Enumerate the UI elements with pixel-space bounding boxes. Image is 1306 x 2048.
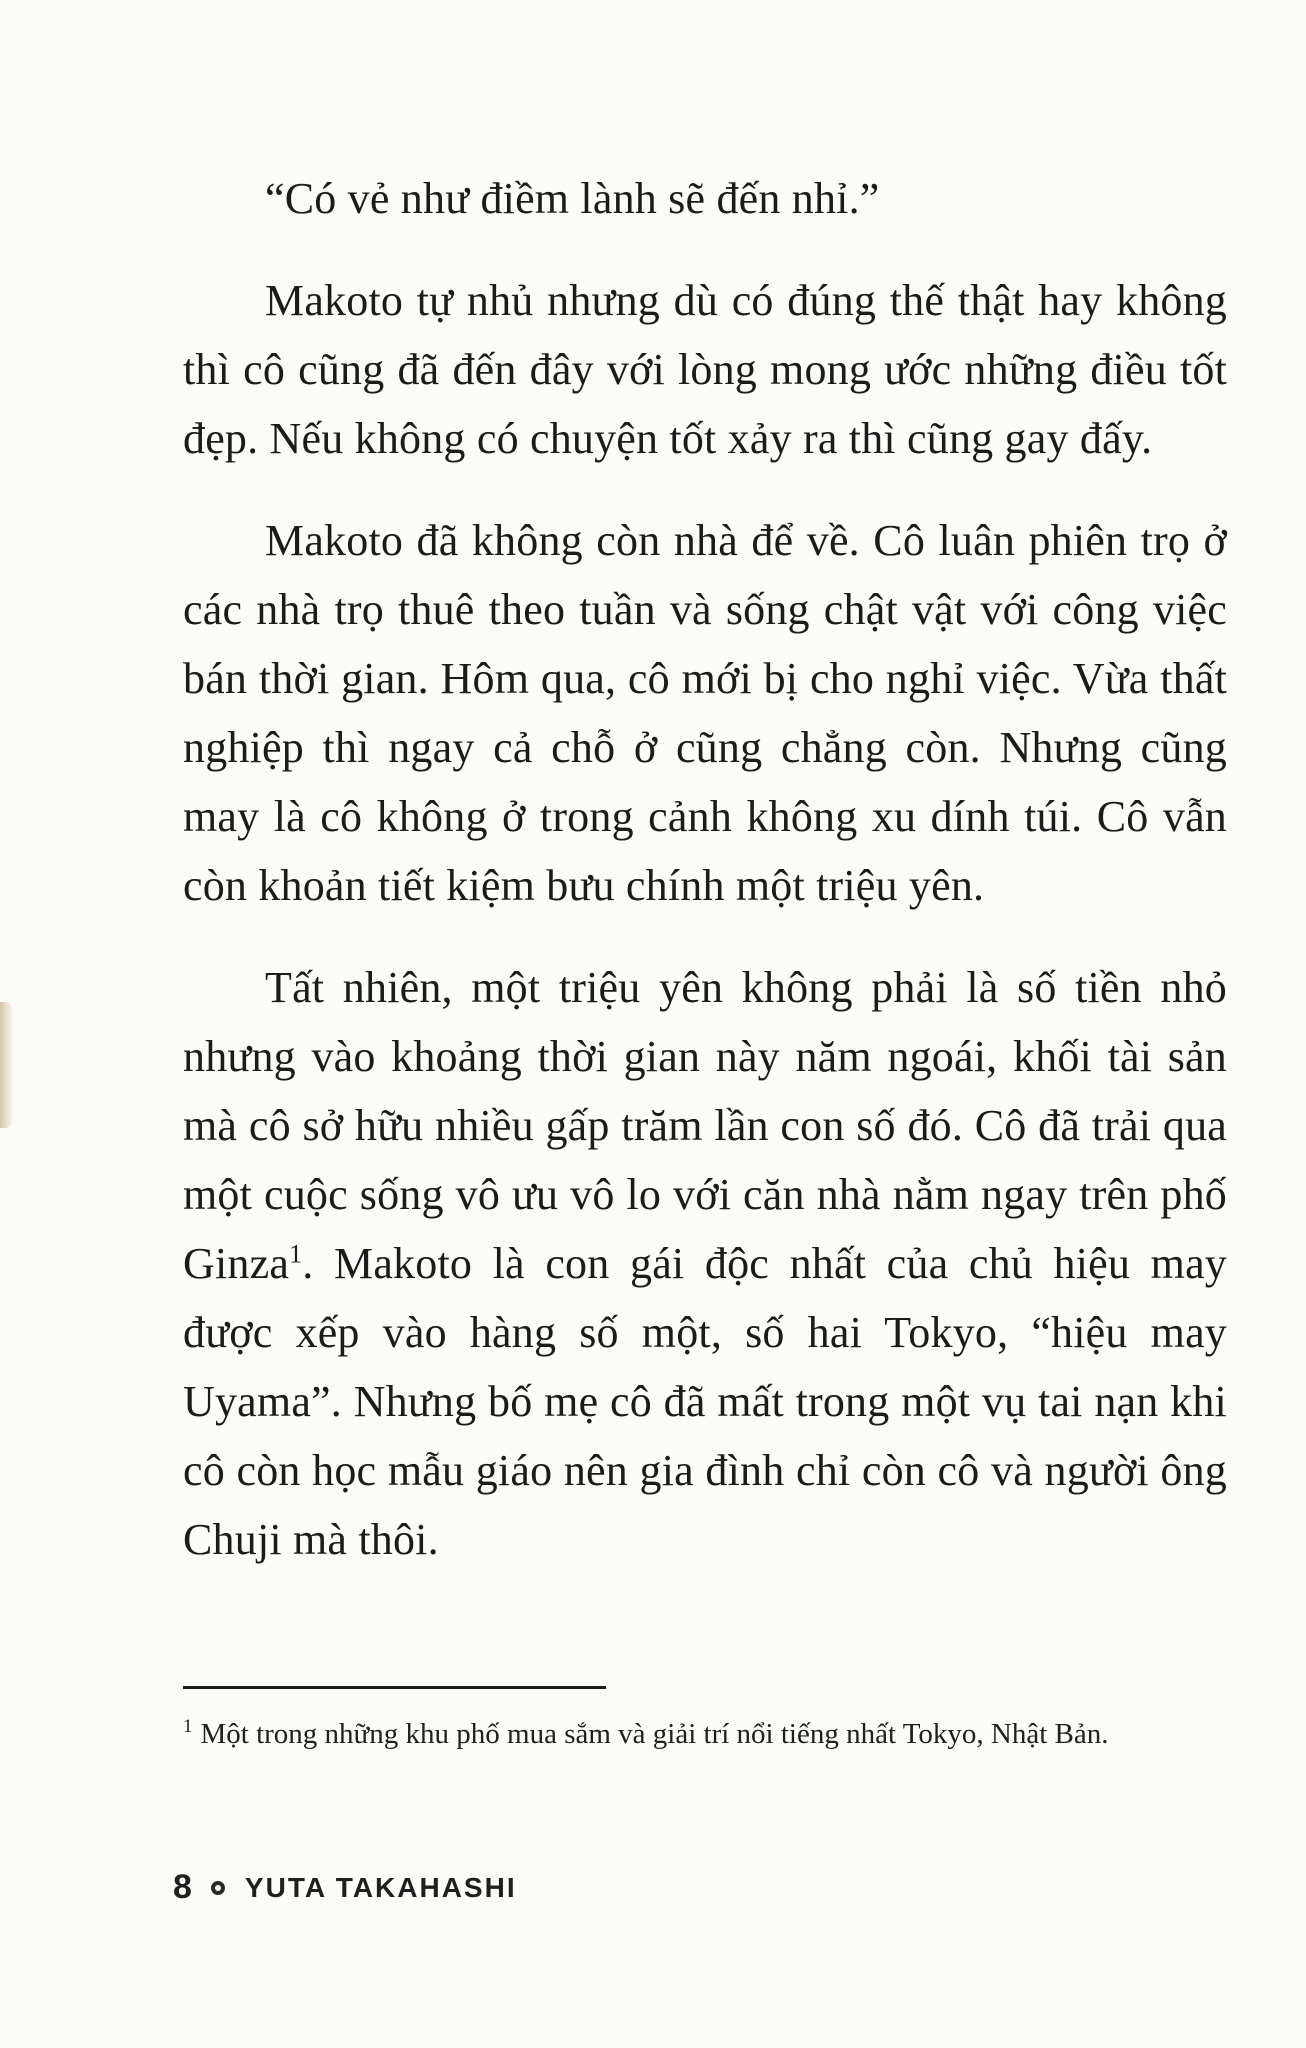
ornament-icon xyxy=(211,1881,225,1895)
footnote-divider xyxy=(183,1686,606,1689)
paragraph-family-history-before: Tất nhiên, một triệu yên không phải là số tiền nhỏ nhưng vào khoảng thời gian này năm ngoái, khối tài sản mà cô sở hữu nhiều gấp trăm lần con số đó. Cô đã trải qua một cuộc sống vô ưu vô lo với căn nhà nằm ngay trên phố Ginza xyxy=(183,963,1227,1288)
paragraph-makoto-thinks: Makoto tự nhủ nhưng dù có đúng thế thật hay không thì cô cũng đã đến đây với lòng mong ước những điều tốt đẹp. Nếu không có chuyện tốt xảy ra thì cũng gay đấy. xyxy=(183,276,1227,463)
footnote xyxy=(183,1711,1223,1758)
footnote-marker: 1 xyxy=(183,1716,193,1738)
paragraph-no-home: Makoto đã không còn nhà để về. Cô luân phiên trọ ở các nhà trọ thuê theo tuần và sống chật vật với công việc bán thời gian. Hôm qua, cô mới bị cho nghỉ việc. Vừa thất nghiệp thì ngay cả chỗ ở cũng chẳng còn. Nhưng cũng may là cô không ở trong cảnh không xu dính túi. Cô vẫn còn khoản tiết kiệm bưu chính một triệu yên. xyxy=(183,516,1227,910)
page-edge-mark xyxy=(0,1002,14,1128)
paragraph-family-history-after: . Makoto là con gái độc nhất của chủ hiệu may được xếp vào hàng số một, số hai Tokyo, “hiệu may Uyama”. Nhưng bố mẹ cô đã mất trong một vụ tai nạn khi cô còn học mẫu giáo nên gia đình chỉ còn cô và người ông Chuji mà thôi. xyxy=(183,1239,1227,1564)
author-name: YUTA TAKAHASHI xyxy=(244,1871,517,1903)
paragraph-quote: “Có vẻ như điềm lành sẽ đến nhỉ.” xyxy=(265,174,880,223)
paragraph-family-history xyxy=(183,953,1227,1574)
body-text xyxy=(183,164,1227,1607)
running-footer xyxy=(173,1868,517,1907)
footnote-text: Một trong những khu phố mua sắm và giải trí nổi tiếng nhất Tokyo, Nhật Bản. xyxy=(200,1718,1109,1750)
footnote-reference: 1 xyxy=(289,1239,303,1269)
page-number: 8 xyxy=(173,1868,193,1906)
